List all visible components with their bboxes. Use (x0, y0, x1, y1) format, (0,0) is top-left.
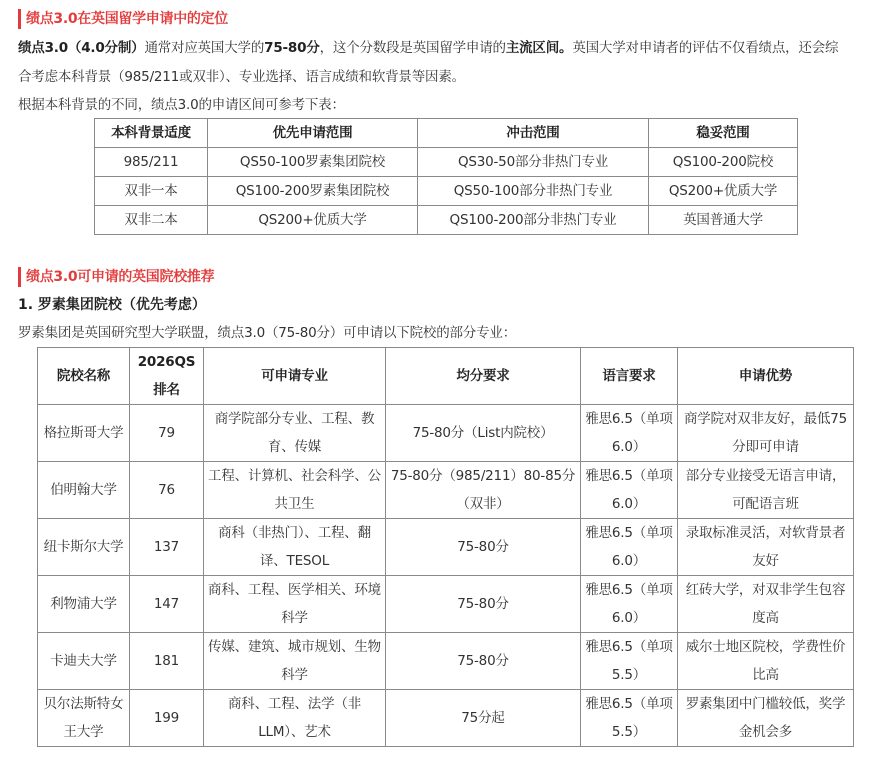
university-table (37, 347, 854, 747)
table-row (38, 462, 854, 519)
cell: 181 (130, 633, 204, 690)
cell: 75分起 (386, 690, 581, 747)
application-range-table (94, 118, 798, 235)
cell: QS200+优质大学 (208, 206, 418, 235)
section-heading-recommendations: 绩点3.0可申请的英国院校推荐 (18, 267, 214, 287)
cell: 罗素集团中门槛较低，奖学金机会多 (678, 690, 854, 747)
cell: QS50-100罗素集团院校 (208, 148, 418, 177)
table-row (95, 148, 798, 177)
header-cell: 冲击范围 (418, 119, 649, 148)
cell: 红砖大学，对双非学生包容度高 (678, 576, 854, 633)
cell: 卡迪夫大学 (38, 633, 130, 690)
table-row (38, 690, 854, 747)
russell-intro: 罗素集团是英国研究型大学联盟，绩点3.0（75-80分）可申请以下院校的部分专业： (18, 325, 516, 341)
section-heading-positioning: 绩点3.0在英国留学申请中的定位 (18, 9, 228, 29)
cell: 79 (130, 405, 204, 462)
cell: QS100-200院校 (649, 148, 798, 177)
text: 英国大学对申请者的评估不仅看绩点，还会综 (572, 40, 839, 56)
cell: 雅思6.5（单项6.0） (581, 462, 678, 519)
subheading-russell-group: 1. 罗素集团院校（优先考虑） (18, 297, 206, 313)
table-header-row (38, 348, 854, 405)
cell: 199 (130, 690, 204, 747)
text: ，这个分数段是英国留学申请的 (319, 40, 506, 56)
cell: 格拉斯哥大学 (38, 405, 130, 462)
score-bold: 75-80分 (264, 40, 320, 56)
cell: 纽卡斯尔大学 (38, 519, 130, 576)
cell: 部分专业接受无语言申请，可配语言班 (678, 462, 854, 519)
cell: 75-80分 (386, 576, 581, 633)
cell: 雅思6.5（单项5.5） (581, 690, 678, 747)
cell: 贝尔法斯特女王大学 (38, 690, 130, 747)
cell: 英国普通大学 (649, 206, 798, 235)
header-cell: 申请优势 (678, 348, 854, 405)
cell: 商科、工程、医学相关、环境科学 (204, 576, 386, 633)
cell: 137 (130, 519, 204, 576)
cell: QS50-100部分非热门专业 (418, 177, 649, 206)
cell: 985/211 (95, 148, 208, 177)
table-row (38, 519, 854, 576)
cell: 伯明翰大学 (38, 462, 130, 519)
cell: 147 (130, 576, 204, 633)
cell: 双非二本 (95, 206, 208, 235)
table-row (38, 576, 854, 633)
intro-paragraph-line2: 合考虑本科背景（985/211或双非）、专业选择、语言成绩和软背景等因素。 (18, 69, 465, 85)
cell: QS100-200部分非热门专业 (418, 206, 649, 235)
cell: 录取标准灵活，对软背景者友好 (678, 519, 854, 576)
cell: 75-80分（List内院校） (386, 405, 581, 462)
table-intro: 根据本科背景的不同，绩点3.0的申请区间可参考下表： (18, 97, 345, 113)
table-row (95, 177, 798, 206)
cell: 工程、计算机、社会科学、公共卫生 (204, 462, 386, 519)
table-header-row (95, 119, 798, 148)
cell: 雅思6.5（单项6.0） (581, 405, 678, 462)
cell: 双非一本 (95, 177, 208, 206)
table-row (38, 633, 854, 690)
cell: 威尔士地区院校，学费性价比高 (678, 633, 854, 690)
cell: QS100-200罗素集团院校 (208, 177, 418, 206)
header-cell: 院校名称 (38, 348, 130, 405)
header-cell: 均分要求 (386, 348, 581, 405)
cell: 商学院对双非友好，最低75分即可申请 (678, 405, 854, 462)
header-cell: 优先申请范围 (208, 119, 418, 148)
header-cell: 稳妥范围 (649, 119, 798, 148)
header-cell: 语言要求 (581, 348, 678, 405)
text: 通常对应英国大学的 (144, 40, 265, 56)
cell: 75-80分 (386, 633, 581, 690)
mainstream-bold: 主流区间。 (505, 40, 573, 56)
cell: QS200+优质大学 (649, 177, 798, 206)
header-cell: 可申请专业 (204, 348, 386, 405)
cell: 传媒、建筑、城市规划、生物科学 (204, 633, 386, 690)
cell: 雅思6.5（单项5.5） (581, 633, 678, 690)
cell: 商学院部分专业、工程、教育、传媒 (204, 405, 386, 462)
cell: 商科（非热门）、工程、翻译、TESOL (204, 519, 386, 576)
table-row (95, 206, 798, 235)
header-cell: 本科背景适度 (95, 119, 208, 148)
cell: 利物浦大学 (38, 576, 130, 633)
gpa-bold: 绩点3.0（4.0分制） (18, 40, 145, 56)
cell: 雅思6.5（单项6.0） (581, 576, 678, 633)
cell: 75-80分 (386, 519, 581, 576)
cell: 76 (130, 462, 204, 519)
cell: 75-80分（985/211）80-85分（双非） (386, 462, 581, 519)
cell: 商科、工程、法学（非LLM）、艺术 (204, 690, 386, 747)
cell: QS30-50部分非热门专业 (418, 148, 649, 177)
cell: 雅思6.5（单项6.0） (581, 519, 678, 576)
table-row (38, 405, 854, 462)
header-cell: 2026QS排名 (130, 348, 204, 405)
intro-paragraph-line1 (18, 38, 838, 58)
